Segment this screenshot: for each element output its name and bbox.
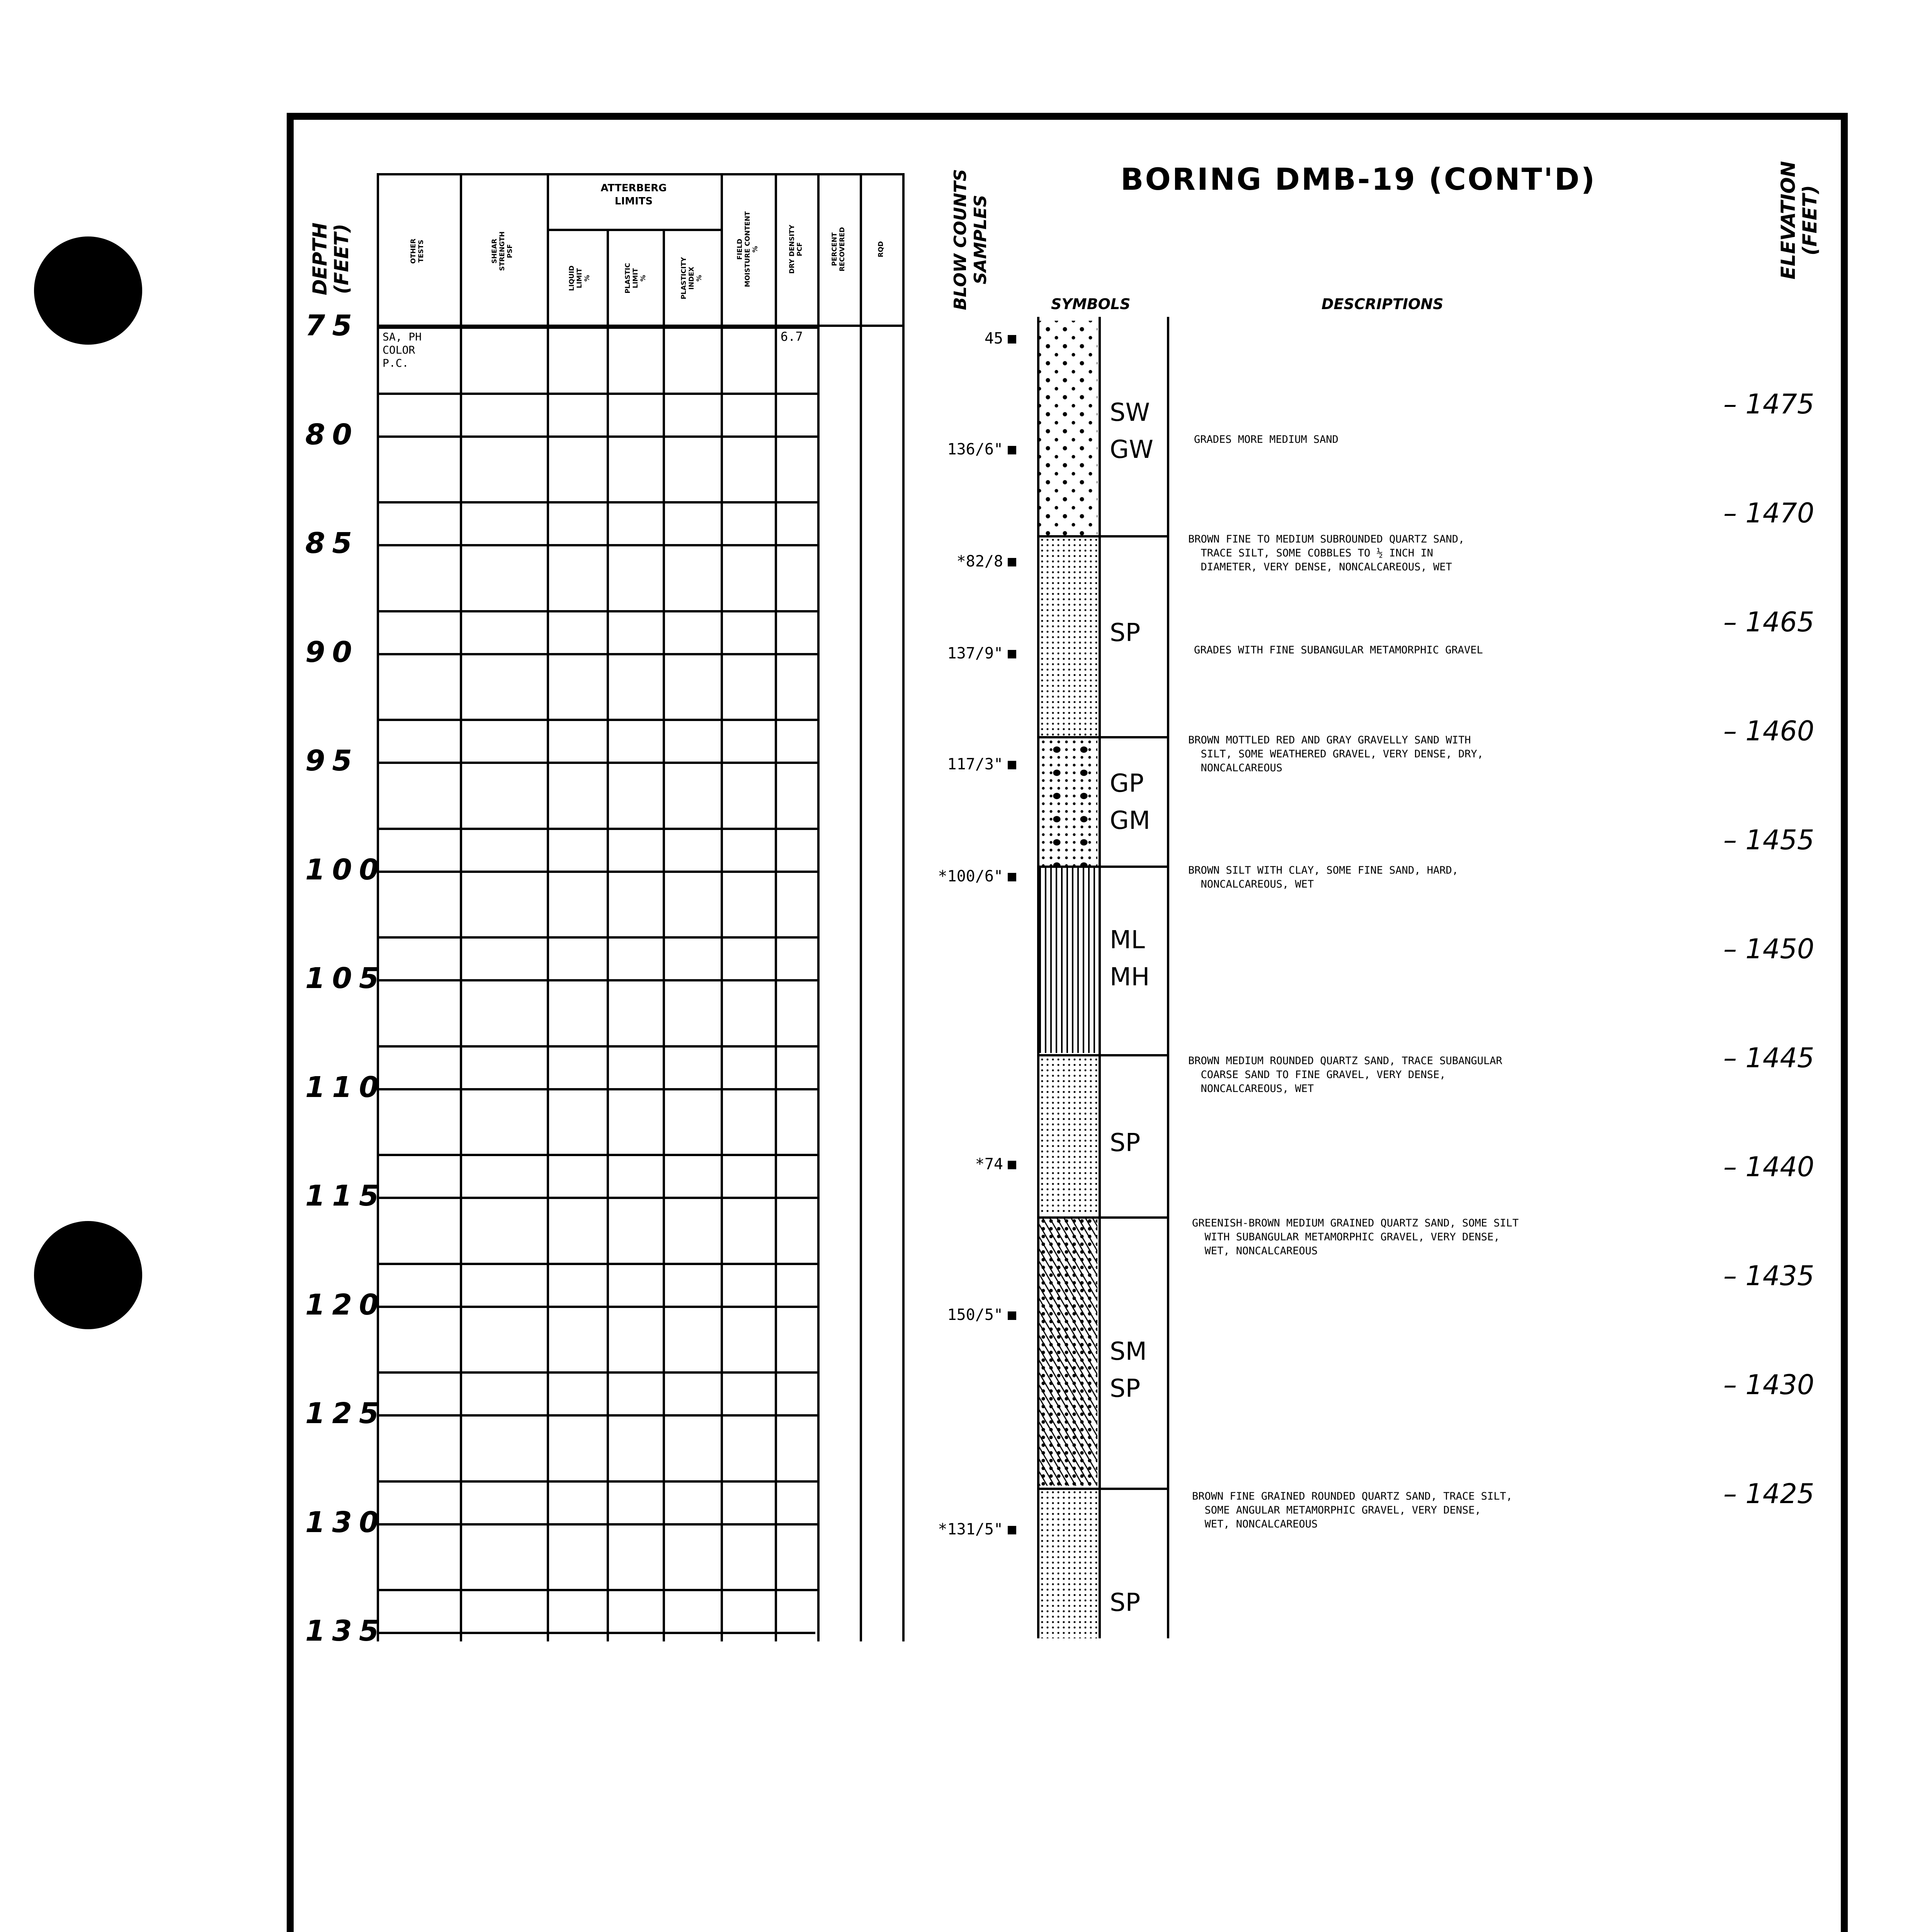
blow-count: *82/8 <box>916 553 1016 570</box>
soil-pattern-sp <box>1039 537 1097 736</box>
col-plasticity-index: PLASTICITY INDEX % <box>680 257 703 299</box>
soil-pattern-sw-gw <box>1039 321 1097 535</box>
uscs-code: SP <box>1110 619 1141 647</box>
depth-label-line-2: (FEET) <box>330 223 353 294</box>
layer-description: BROWN FINE GRAINED ROUNDED QUARTZ SAND, TRACE SILT, SOME ANGULAR METAMORPHIC GRAVEL, VERY DENSE, WET, NONCALCAREOUS <box>1192 1490 1513 1530</box>
uscs-layer-2 <box>1110 614 1140 651</box>
depth-gridline <box>377 327 817 329</box>
blow-count: 136/6" <box>916 440 1016 458</box>
elevation-value: – 1440 <box>1723 1151 1815 1183</box>
col-liquid-limit: LIQUID LIMIT % <box>568 265 591 291</box>
col-other-tests: OTHER TESTS <box>410 238 425 264</box>
blow-count: 150/5" <box>916 1306 1016 1324</box>
blow-count: *131/5" <box>916 1520 1016 1538</box>
layer-description: GRADES WITH FINE SUBANGULAR METAMORPHIC GRAVEL <box>1194 644 1483 656</box>
depth-gridline <box>377 719 817 721</box>
blow-count: 117/3" <box>916 755 1016 773</box>
uscs-code: ML <box>1110 926 1145 954</box>
elevation-value: – 1460 <box>1723 715 1815 747</box>
depth-gridline <box>377 1480 817 1483</box>
layer-description: BROWN MEDIUM ROUNDED QUARTZ SAND, TRACE SUBANGULAR COARSE SAND TO FINE GRAVEL, VERY DENSE, NONCALCAREOUS, WET <box>1188 1055 1502 1095</box>
elevation-value: – 1470 <box>1723 497 1815 529</box>
depth-value: 115 <box>305 1179 386 1213</box>
depth-value: 100 <box>305 853 386 886</box>
depth-gridline <box>377 1263 817 1265</box>
layer-description: GREENISH-BROWN MEDIUM GRAINED QUARTZ SAND, SOME SILT WITH SUBANGULAR METAMORPHIC GRAVEL, VERY DENSE, WET, NONCALCAREOUS <box>1192 1217 1519 1257</box>
depth-label-line-1: DEPTH <box>309 222 331 296</box>
elevation-value: – 1435 <box>1723 1260 1815 1292</box>
uscs-code: GM <box>1110 806 1150 835</box>
depth-value: 90 <box>305 635 359 669</box>
blow-count: 137/9" <box>916 645 1016 662</box>
soil-pattern-sp <box>1039 1057 1097 1215</box>
depth-gridline <box>377 936 817 939</box>
col-field-moisture: FIELD MOISTURE CONTENT % <box>736 211 759 287</box>
depth-gridline <box>377 1088 817 1090</box>
col-percent-recovered: PERCENT RECOVERED <box>831 227 846 272</box>
samples-label: SAMPLES <box>971 195 990 284</box>
elevation-value: – 1425 <box>1723 1478 1815 1510</box>
soil-pattern-ml-mh <box>1039 867 1097 1053</box>
uscs-code: SP <box>1110 1129 1141 1157</box>
depth-gridline <box>377 1371 817 1374</box>
depth-value: 135 <box>305 1614 386 1648</box>
soil-pattern-gp-gm <box>1039 738 1097 866</box>
depth-axis-label <box>309 201 352 317</box>
depth-value: 85 <box>305 527 359 560</box>
elevation-value: – 1455 <box>1723 824 1815 856</box>
depth-gridline <box>377 435 817 438</box>
blow-counts-samples-label <box>951 166 991 313</box>
layer-description: BROWN FINE TO MEDIUM SUBROUNDED QUARTZ SAND, TRACE SILT, SOME COBBLES TO ½ INCH IN DIAMETER, VERY DENSE, NONCALCAREOUS, WET <box>1188 533 1465 573</box>
depth-gridline <box>377 610 817 612</box>
elevation-value: – 1475 <box>1723 388 1815 420</box>
depth-gridline <box>377 871 817 873</box>
depth-value: 80 <box>305 418 359 451</box>
elevation-value: – 1465 <box>1723 606 1815 638</box>
blow-count: 45 <box>916 330 1016 347</box>
soil-pattern-sp <box>1039 1490 1097 1638</box>
dry-density-value: 6.7 <box>781 329 803 344</box>
col-rqd: RQD <box>877 241 885 257</box>
layer-description: GRADES MORE MEDIUM SAND <box>1194 434 1338 446</box>
uscs-layer-5 <box>1110 1124 1140 1162</box>
col-atterberg-limits: ATTERBERG LIMITS <box>600 182 667 207</box>
depth-gridline <box>377 762 817 764</box>
boring-title: BORING DMB-19 (CONT'D) <box>1121 162 1597 197</box>
depth-value: 130 <box>305 1505 386 1539</box>
elevation-axis-label <box>1777 147 1821 294</box>
depth-gridline <box>377 393 817 395</box>
symbols-header: SYMBOLS <box>1051 296 1131 313</box>
depth-value: 75 <box>305 309 359 342</box>
uscs-code: SW <box>1110 398 1150 427</box>
uscs-layer-1 <box>1110 394 1153 468</box>
binder-hole-middle <box>34 1221 142 1329</box>
uscs-code: MH <box>1110 963 1150 992</box>
uscs-layer-7 <box>1110 1584 1140 1621</box>
uscs-layer-3 <box>1110 765 1150 839</box>
depth-gridline <box>377 1414 817 1417</box>
layer-description: BROWN MOTTLED RED AND GRAY GRAVELLY SAND WITH SILT, SOME WEATHERED GRAVEL, VERY DENSE, DRY, NONCALCAREOUS <box>1188 734 1484 774</box>
blow-count: *74 <box>916 1155 1016 1173</box>
descriptions-header: DESCRIPTIONS <box>1321 296 1444 313</box>
depth-gridline <box>377 828 817 830</box>
uscs-code: GP <box>1110 769 1144 798</box>
elevation-value: – 1430 <box>1723 1369 1815 1401</box>
depth-gridline <box>377 653 817 655</box>
depth-gridline <box>377 1045 817 1048</box>
soil-pattern-sm-sp <box>1039 1217 1097 1486</box>
col-shear-strength: SHEAR STRENGTH PSF <box>491 231 514 271</box>
depth-gridline <box>377 1197 817 1199</box>
depth-value: 95 <box>305 744 359 777</box>
depth-value: 110 <box>305 1070 386 1104</box>
uscs-code: SM <box>1110 1337 1147 1366</box>
depth-gridline <box>377 544 817 546</box>
depth-gridline <box>377 1306 817 1308</box>
uscs-layer-6 <box>1110 1333 1147 1407</box>
blow-counts-label: BLOW COUNTS <box>951 169 970 310</box>
col-plastic-limit: PLASTIC LIMIT % <box>624 263 647 294</box>
uscs-code: GW <box>1110 435 1153 464</box>
depth-gridline <box>377 501 817 503</box>
col-dry-density: DRY DENSITY PCF <box>788 224 804 274</box>
elevation-value: – 1445 <box>1723 1042 1815 1074</box>
uscs-code: SP <box>1110 1374 1141 1403</box>
depth-gridline <box>377 1154 817 1156</box>
uscs-layer-4 <box>1110 922 1150 996</box>
binder-hole-top <box>34 236 142 345</box>
other-tests-value: SA, PH COLOR P.C. <box>383 330 422 369</box>
elevation-label-line-2: (FEET) <box>1799 185 1821 256</box>
depth-gridline <box>377 1589 817 1591</box>
uscs-code: SP <box>1110 1588 1141 1617</box>
depth-gridline <box>377 979 817 981</box>
layer-description: BROWN SILT WITH CLAY, SOME FINE SAND, HARD, NONCALCAREOUS, WET <box>1188 864 1458 890</box>
blow-count: *100/6" <box>916 867 1016 885</box>
depth-gridline <box>377 1632 815 1634</box>
depth-value: 105 <box>305 962 386 995</box>
elevation-label-line-1: ELEVATION <box>1777 161 1799 280</box>
depth-value: 125 <box>305 1397 386 1430</box>
depth-gridline <box>377 1523 817 1526</box>
depth-value: 120 <box>305 1288 386 1321</box>
elevation-value: – 1450 <box>1723 933 1815 965</box>
